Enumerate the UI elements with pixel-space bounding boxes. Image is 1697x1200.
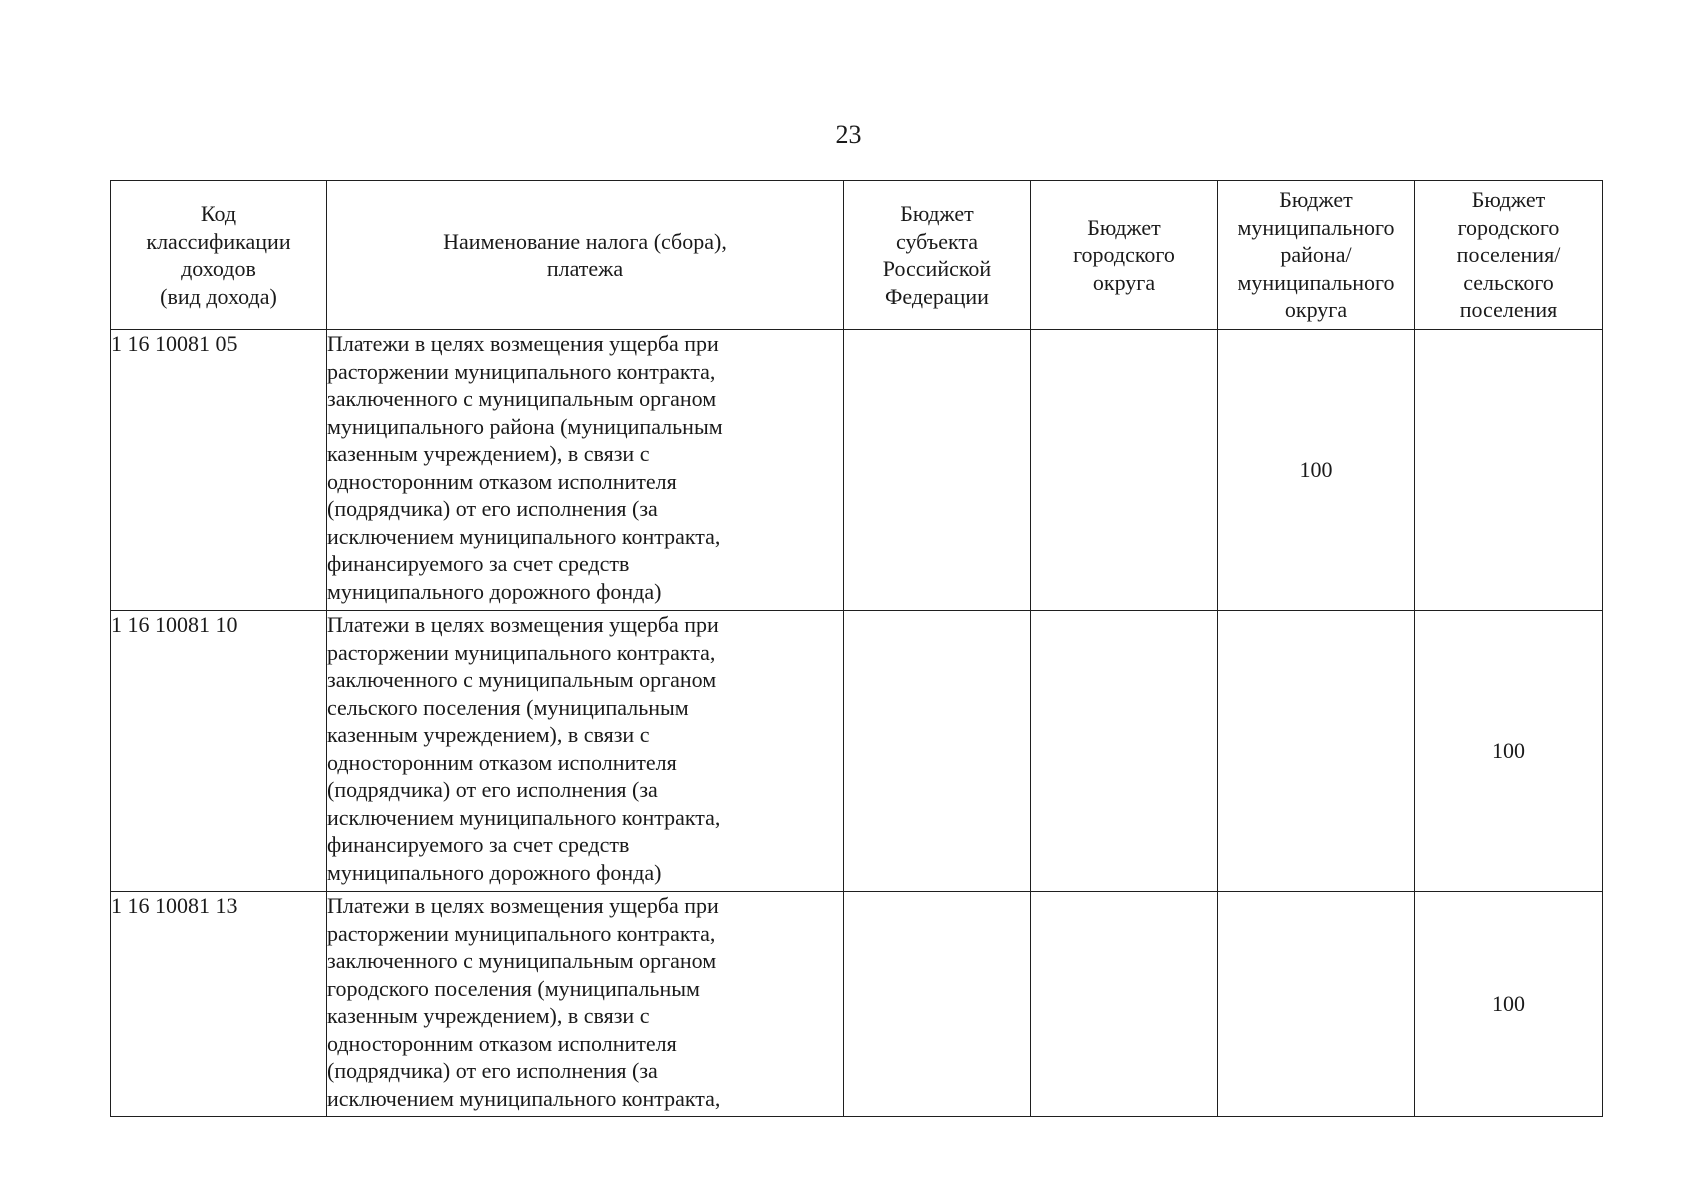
row-name: Платежи в целях возмещения ущерба при расторжении муниципального контракта, заключенного с муниципальным органом муниципального района (муниципальным казенным учреждением), в связи с односторонним отказом исполнителя (подрядчика) от его исполнения (за исключением муниципального контракта, финансируемого за счет средств муниципального дорожного фонда) (327, 330, 844, 611)
page-number: 23 (835, 120, 862, 149)
row-subject-budget (844, 892, 1031, 1117)
row-code: 1 16 10081 13 (111, 892, 327, 1117)
row-settlement-budget (1415, 330, 1603, 611)
income-classification-table (110, 180, 1603, 1117)
header-name: Наименование налога (сбора), платежа (327, 181, 844, 330)
row-city-district-budget (1031, 892, 1218, 1117)
row-settlement-budget: 100 (1415, 611, 1603, 892)
row-subject-budget (844, 330, 1031, 611)
table-row (111, 330, 1603, 611)
header-municipal-district-budget: Бюджет муниципального района/ муниципального округа (1218, 181, 1415, 330)
row-code: 1 16 10081 10 (111, 611, 327, 892)
table-header-row (111, 181, 1603, 330)
header-city-district-budget: Бюджет городского округа (1031, 181, 1218, 330)
table-row (111, 892, 1603, 1117)
row-subject-budget (844, 611, 1031, 892)
row-code: 1 16 10081 05 (111, 330, 327, 611)
header-settlement-budget: Бюджет городского поселения/ сельского поселения (1415, 181, 1603, 330)
row-name (327, 892, 844, 1117)
row-municipal-district-budget (1218, 611, 1415, 892)
table-row (111, 611, 1603, 892)
row-name: Платежи в целях возмещения ущерба при расторжении муниципального контракта, заключенного с муниципальным органом сельского поселения (муниципальным казенным учреждением), в связи с односторонним отказом исполнителя (подрядчика) от его исполнения (за исключением муниципального контракта, финансируемого за счет средств муниципального дорожного фонда) (327, 611, 844, 892)
row-settlement-budget: 100 (1415, 892, 1603, 1117)
header-subject-budget: Бюджет субъекта Российской Федерации (844, 181, 1031, 330)
row-municipal-district-budget: 100 (1218, 330, 1415, 611)
row-city-district-budget (1031, 330, 1218, 611)
header-code: Код классификации доходов (вид дохода) (111, 181, 327, 330)
row-city-district-budget (1031, 611, 1218, 892)
row-name-text: Платежи в целях возмещения ущерба при расторжении муниципального контракта, заключенного с муниципальным органом городского поселения (муниципальным казенным учреждением), в связи с односторонним отказом исполнителя (подрядчика) от его исполнения (за исключением муниципального контракта, (327, 893, 721, 1111)
row-municipal-district-budget (1218, 892, 1415, 1117)
